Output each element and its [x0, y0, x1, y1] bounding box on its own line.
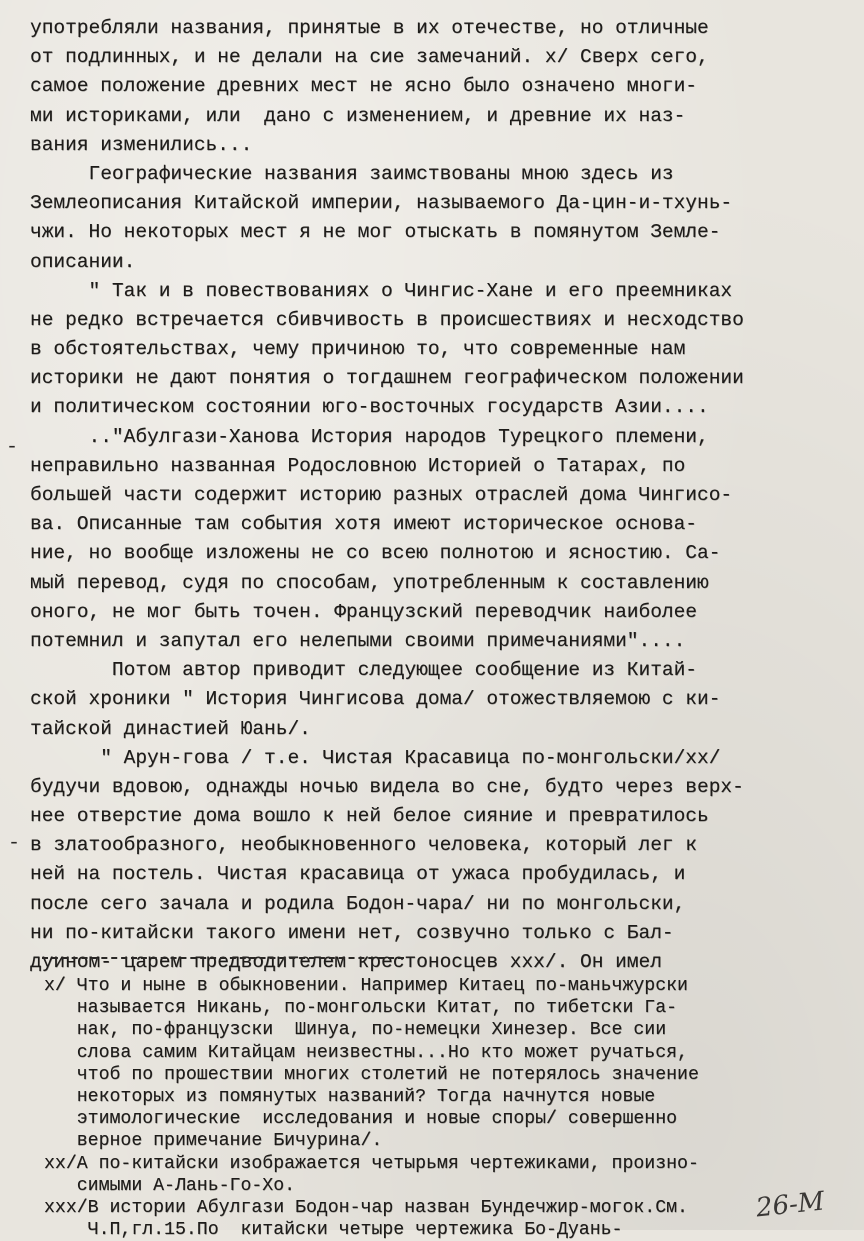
- footnote-line: x/ Что и ныне в обыкновении. Например Китаец по-маньчжурски: [44, 976, 688, 996]
- text-line: описании.: [30, 250, 136, 273]
- text-line: потемнил и запутал его нелепыми своими примечаниями"....: [30, 629, 686, 652]
- text-line: после сего зачала и родила Бодон-чара/ ни по монгольски,: [30, 892, 686, 915]
- footnote-line: xxx/В истории Абулгази Бодон-чар назван Бундечжир-могок.См.: [44, 1197, 688, 1218]
- text-line: дуином- царем предводителем крестоносцев xxx/. Он имел: [30, 951, 662, 973]
- text-line: историки не дают понятия о тогдашнем географическом положении: [30, 367, 744, 390]
- text-line: ми историками, или дано с изменением, и древние их наз-: [30, 104, 686, 127]
- text-line: .."Абулгази-Ханова История народов Турецкого племени,: [30, 425, 709, 448]
- margin-dash-mark: -: [8, 832, 21, 855]
- text-line: большей части содержит историю разных отраслей дома Чингисо-: [30, 484, 733, 506]
- footnote-line: Ч.П,гл.15.По китайски четыре чертежика Бо-Дуань-: [44, 1220, 623, 1241]
- text-line: Географические названия заимствованы мною здесь из: [30, 162, 674, 185]
- text-line: тайской династией Юань/.: [30, 717, 311, 740]
- footnote-line: верное примечание Бичурина/.: [44, 1131, 383, 1152]
- text-line: " Так и в повествованиях о Чингис-Хане и его преемниках: [30, 279, 733, 302]
- text-line: будучи вдовою, однажды ночью видела во сне, будто через верх-: [30, 775, 744, 798]
- footnote-line: называется Никань, по-монгольски Китат, по тибетски Га-: [44, 998, 678, 1019]
- footnote-line: чтоб по прошествии многих столетий не потерялось значение: [44, 1064, 699, 1085]
- footnote-line: слова самим Китайцам неизвестны...Но кто может ручаться,: [44, 1042, 688, 1063]
- text-line: в златообразного, необыкновенного человека, который лег к: [30, 834, 698, 857]
- text-line: от подлинных, и не делали на сие замечаний. x/ Сверх сего,: [30, 46, 709, 69]
- text-line: и политическом состоянии юго-восточных государств Азии....: [30, 396, 709, 419]
- footnote-line: этимологические исследования и новые споры/ совершенно: [44, 1109, 678, 1130]
- footnote-line: нак, по-французски Шинуа, по-немецки Хинезер. Все сии: [44, 1020, 667, 1041]
- text-line: ни по-китайски такого имени нет, созвучно только с Бал-: [30, 921, 674, 944]
- text-line: чжи. Но некоторых мест я не мог отыскать в помянутом Земле-: [30, 221, 721, 244]
- text-line: ней на постель. Чистая красавица от ужаса пробудилась, и: [30, 863, 686, 886]
- page-number: 26-М: [754, 1186, 826, 1224]
- text-line: ва. Описанные там события хотя имеют историческое основа-: [30, 513, 698, 536]
- text-line: в обстоятельствах, чему причиною то, что современные нам: [30, 338, 686, 361]
- text-line: нее отверстие дома вошло к ней белое сияние и превратилось: [30, 805, 709, 828]
- footnote-line: некоторых из помянутых названий? Тогда начнутся новые: [44, 1086, 656, 1107]
- text-line: " Арун-гова / т.е. Чистая Красавица по-монгольски/xx/: [30, 746, 721, 769]
- text-line: употребляли названия, принятые в их отечестве, но отличные: [30, 17, 709, 39]
- text-line: Потом автор приводит следующее сообщение из Китай-: [30, 659, 698, 682]
- text-line: Землеописания Китайской империи, называемого Да-цин-и-тхунь-: [30, 192, 733, 215]
- footnote-line: xx/А по-китайски изображается четырьмя чертежиками, произно-: [44, 1153, 699, 1174]
- footnote-line: симыми А-Лань-Го-Хо.: [44, 1175, 296, 1196]
- margin-dash-mark: -: [6, 436, 19, 459]
- footnote-separator: [42, 957, 404, 959]
- text-line: ние, но вообще изложены не со всею полнотою и ясностию. Са-: [30, 542, 721, 565]
- text-line: неправильно названная Родословною Историей о Татарах, по: [30, 454, 686, 477]
- text-line: оного, не мог быть точен. Французский переводчик наиболее: [30, 600, 698, 623]
- text-line: мый перевод, судя по способам, употребленным к составлению: [30, 571, 709, 594]
- text-line: ской хроники " История Чингисова дома/ отожествляемою с ки-: [30, 688, 721, 711]
- text-line: вания изменились...: [30, 133, 253, 156]
- footnotes: [44, 975, 844, 1241]
- text-line: не редко встречается сбивчивость в происшествиях и несходство: [30, 308, 744, 331]
- text-line: самое положение древних мест не ясно было означено многи-: [30, 75, 698, 98]
- main-text: [30, 14, 840, 977]
